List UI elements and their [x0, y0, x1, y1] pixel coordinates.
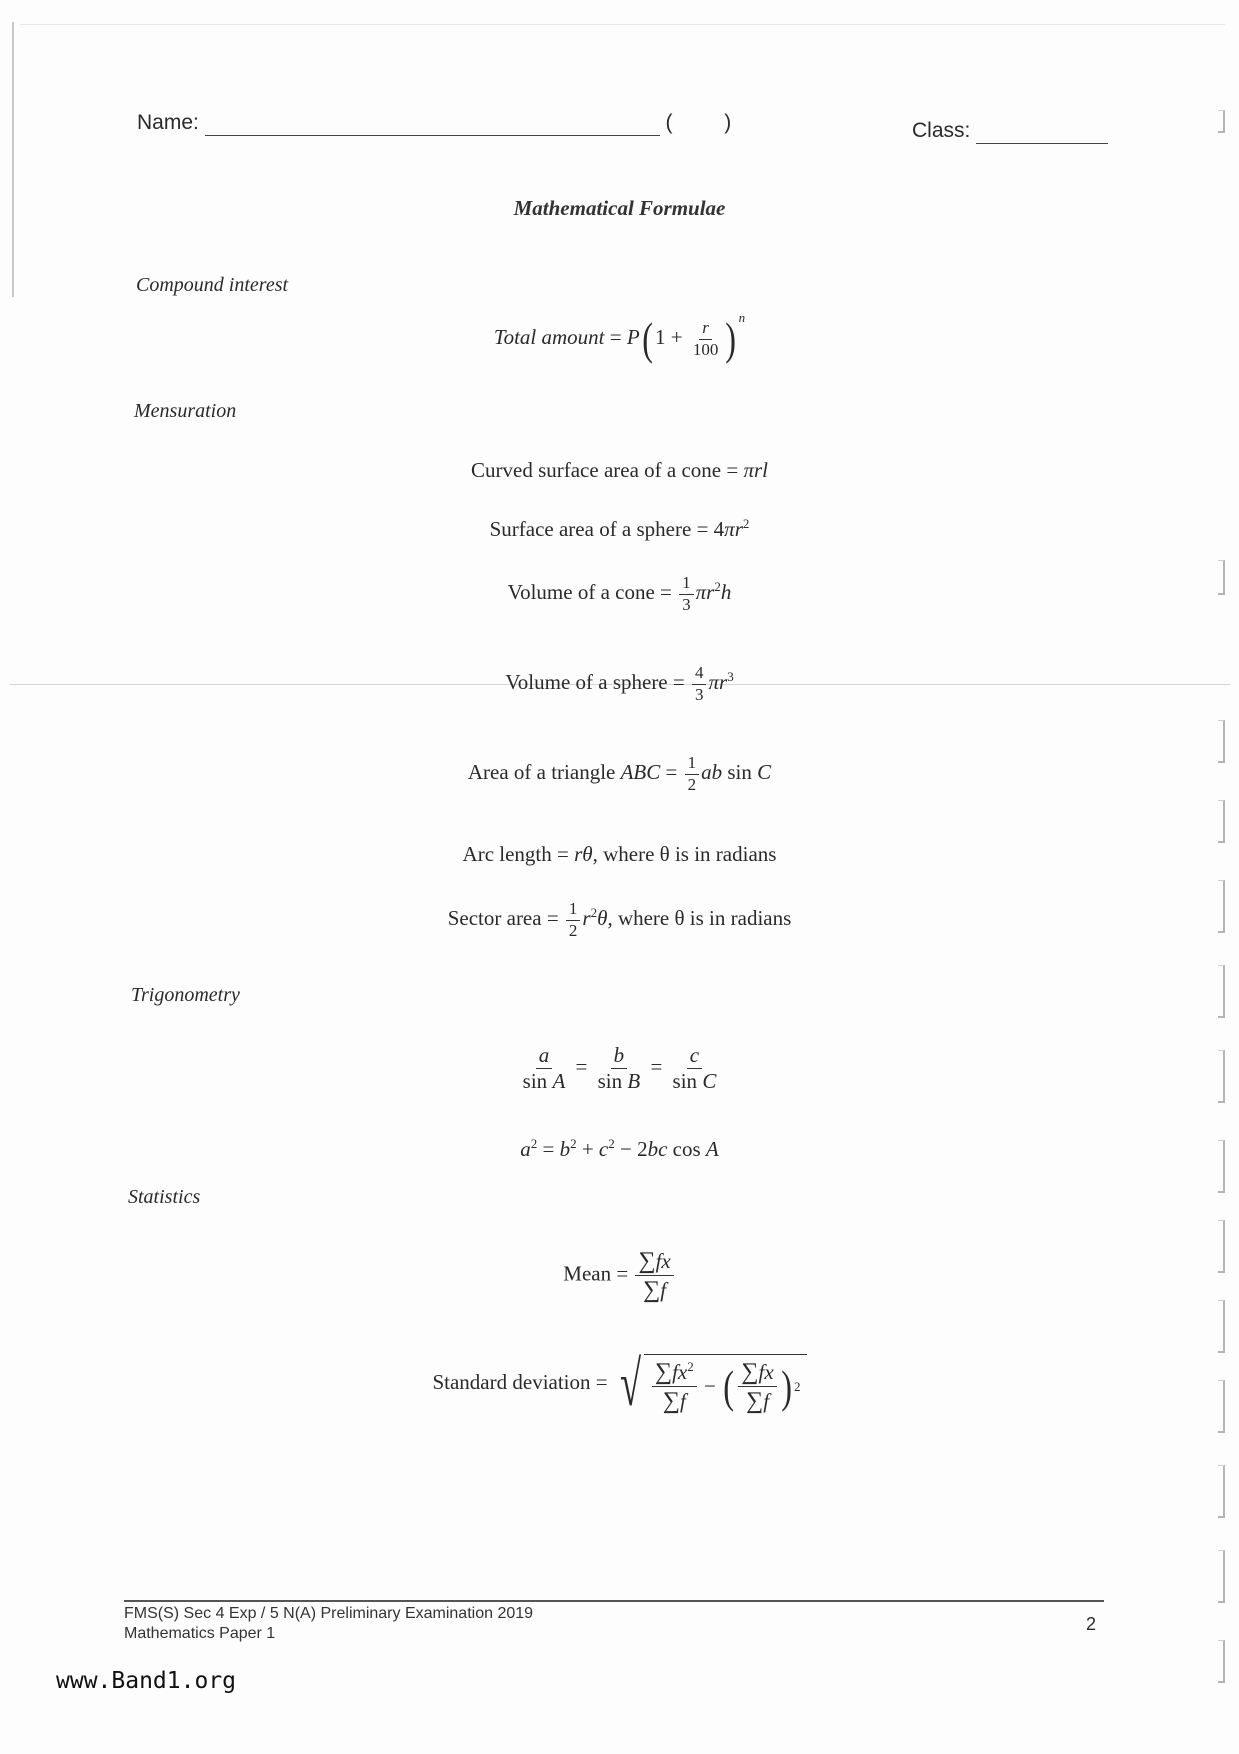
class-field[interactable] [976, 119, 1108, 144]
scan-edge-left [12, 22, 14, 297]
formula-triangle-area: Area of a triangle ABC = $\frac{1}{2}$ ab sin C [467, 753, 772, 794]
name-row [137, 111, 742, 136]
scan-bracket [1218, 1640, 1225, 1683]
curved-surface-label: Curved surface area of a cone = [471, 458, 739, 482]
footer-exam-title: FMS(S) Sec 4 Exp / 5 N(A) Preliminary Examination 2019 [124, 1605, 534, 1622]
arc-length-label: Arc length = [462, 842, 569, 866]
formula-sector-area: Sector area = $\frac{1}{2}$ $r^2\theta$, where θ is in radians [447, 899, 792, 940]
arc-where-radians: , where θ is in radians [592, 842, 777, 866]
heading-statistics: Statistics [128, 1186, 201, 1208]
heading-trigonometry: Trigonometry [131, 984, 240, 1006]
area-triangle-label: Area of a triangle [467, 760, 616, 784]
formula-cone-curved-surface: Curved surface area of a cone = πrl [471, 458, 768, 482]
footer-paper-name: Mathematics Paper 1 [124, 1625, 276, 1642]
formula-cone-volume: Volume of a cone = $\frac{1}{3}$ $\pi r^2h$ [507, 573, 732, 614]
scan-bracket [1218, 800, 1225, 843]
class-label: Class: [912, 119, 971, 142]
scan-bracket [1218, 1300, 1225, 1353]
formula-sphere-surface: Surface area of a sphere = $4\pi r^2$ [489, 516, 750, 541]
name-label: Name: [137, 111, 199, 134]
heading-compound-interest: Compound interest [136, 274, 289, 296]
formula-compound-interest: Total amount = P( 1 + $\frac{r}{100}$ ) $^n$ [493, 310, 746, 365]
surface-sphere-label: Surface area of a sphere = [489, 517, 709, 541]
class-row [912, 119, 1108, 144]
scan-bracket [1218, 965, 1225, 1018]
paren-open: ( [665, 111, 673, 134]
formula-sphere-volume: Volume of a sphere = $\frac{4}{3}$ $\pi r^3$ [505, 663, 734, 704]
paren-close: ) [724, 111, 732, 134]
scan-bracket [1218, 110, 1225, 133]
page-title: Mathematical Formulae [513, 196, 726, 220]
footer [124, 1604, 533, 1644]
formula-standard-deviation: Standard deviation = √ $\frac{\sum fx^2}{\sum f}$ − ( $\frac{\sum fx}{\sum f}$ ) 2 [0, 1352, 1239, 1416]
footer-rule [124, 1600, 1104, 1602]
std-dev-label: Standard deviation = [432, 1369, 608, 1394]
watermark: www.Band1.org [56, 1668, 237, 1694]
index-box[interactable] [666, 111, 742, 135]
scan-edge-top [20, 24, 1225, 25]
formula-mean: Mean = $\frac{\sum fx}{\sum f}$ [0, 1248, 1239, 1304]
name-field[interactable] [205, 111, 660, 136]
volume-sphere-label: Volume of a sphere = [505, 670, 685, 694]
heading-mensuration: Mensuration [134, 400, 237, 422]
mean-label: Mean = [563, 1261, 629, 1286]
sector-area-label: Sector area = [447, 906, 559, 930]
formula-arc-length: Arc length = rθ, where θ is in radians [462, 842, 777, 866]
volume-cone-label: Volume of a cone = [507, 580, 672, 604]
formula-cosine-rule: $a^2 = b^2 + c^2 - 2bc$ cos A [520, 1136, 719, 1161]
scan-bracket [1218, 1550, 1225, 1603]
scan-bracket [1218, 1465, 1225, 1518]
page-number: 2 [1086, 1614, 1097, 1634]
total-amount-label: Total amount [493, 325, 605, 349]
sector-where-radians: , where θ is in radians [607, 906, 792, 930]
formula-sine-rule: $\frac{a}{\text{sin A}}$ = $\frac{b}{\text{sin B}}$ = $\frac{c}{\text{sin C}}$ [522, 1043, 717, 1094]
